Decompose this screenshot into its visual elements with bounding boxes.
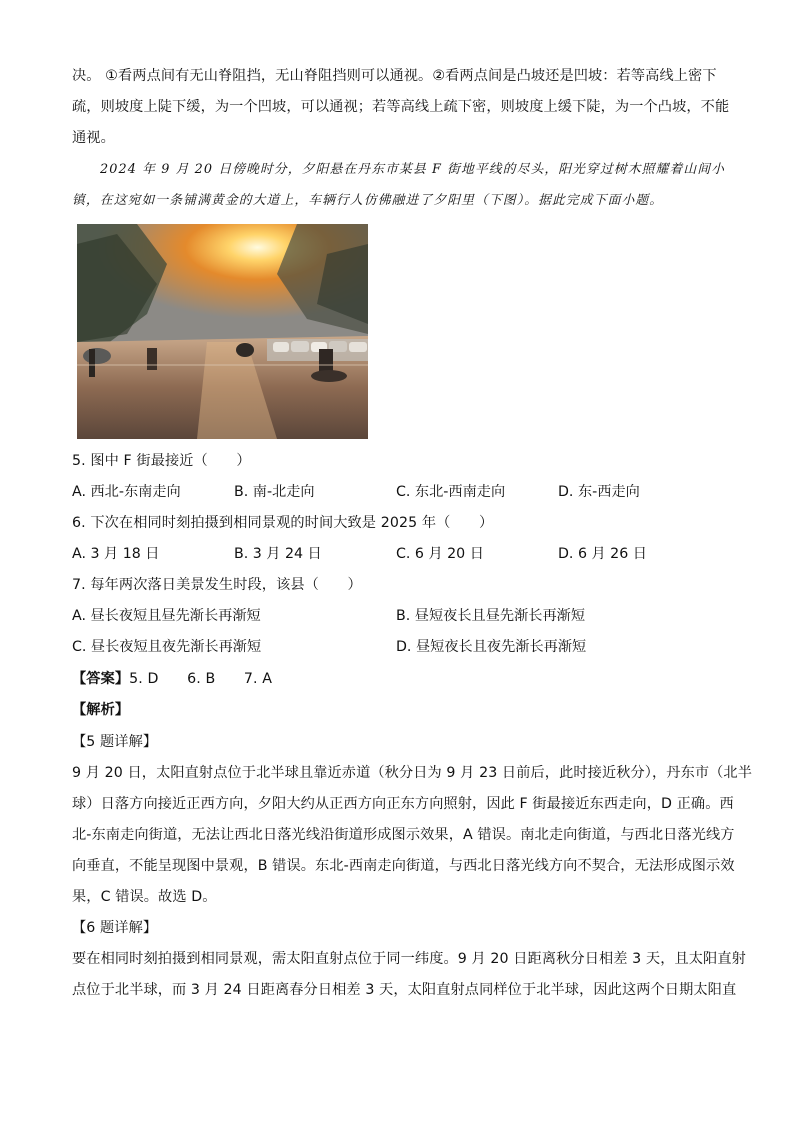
q7-option-d: D. 昼短夜长且夜先渐长再渐短 [396,639,587,655]
detail-6-text: 要在相同时刻拍摄到相同景观，需太阳直射点位于同一纬度。9 月 20 日距离秋分日相差 3 天，且太阳直射 [72,951,746,967]
detail-5-text: 向垂直，不能呈现图中景观，B 错误。东北-西南走向街道，与西北日落光线方向不契合，无法形成图示效 [72,858,735,874]
detail-6-text: 点位于北半球，而 3 月 24 日距离春分日相差 3 天，太阳直射点同样位于北半球，因此这两个日期太阳直 [72,982,737,998]
passage-intro: 2024 年 9 月 20 日傍晚时分，夕阳悬在丹东市某县 F 街地平线的尽头，阳光穿过树木照耀着山间小 [100,162,726,177]
answer-label: 【答案】 [72,671,130,687]
detail-5-heading: 【5 题详解】 [72,734,158,750]
q6-option-b: B. 3 月 24 日 [234,546,322,562]
question-6-stem: 6. 下次在相同时刻拍摄到相同景观的时间大致是 2025 年（ ） [72,515,494,531]
answer-values: 5. D 6. B 7. A [129,671,273,687]
text-line: 通视。 [72,130,115,146]
question-5-stem: 5. 图中 F 街最接近（ ） [72,453,251,469]
q7-option-c: C. 昼长夜短且夜先渐长再渐短 [72,639,262,655]
passage-intro: 镇，在这宛如一条铺满黄金的大道上，车辆行人仿佛融进了夕阳里（下图）。据此完成下面小题。 [72,193,664,208]
sunset-street-photo [77,224,368,439]
analysis-label: 【解析】 [72,702,130,718]
detail-5-text: 9 月 20 日，太阳直射点位于北半球且靠近赤道（秋分日为 9 月 23 日前后，此时接近秋分），丹东市（北半 [72,765,753,781]
q6-option-a: A. 3 月 18 日 [72,546,160,562]
q6-option-c: C. 6 月 20 日 [396,546,484,562]
text-line: 决。 ①看两点间有无山脊阻挡，无山脊阻挡则可以通视。②看两点间是凸坡还是凹坡：若等高线上密下 [72,68,717,84]
detail-5-text: 果，C 错误。故选 D。 [72,889,217,905]
answer-line [72,669,272,689]
detail-5-text: 北-东南走向街道，无法让西北日落光线沿街道形成图示效果，A 错误。南北走向街道，与西北日落光线方 [72,827,735,843]
q5-option-a: A. 西北-东南走向 [72,484,181,500]
detail-6-heading: 【6 题详解】 [72,920,158,936]
q5-option-c: C. 东北-西南走向 [396,484,506,500]
q7-option-b: B. 昼短夜长且昼先渐长再渐短 [396,608,586,624]
q5-option-d: D. 东-西走向 [558,484,640,500]
question-7-stem: 7. 每年两次落日美景发生时段，该县（ ） [72,577,362,593]
q6-option-d: D. 6 月 26 日 [558,546,647,562]
q7-option-a: A. 昼长夜短且昼先渐长再渐短 [72,608,261,624]
detail-5-text: 球）日落方向接近正西方向，夕阳大约从正西方向正东方向照射，因此 F 街最接近东西走向，D 正确。西 [72,796,734,812]
text-line: 疏，则坡度上陡下缓，为一个凹坡，可以通视；若等高线上疏下密，则坡度上缓下陡，为一个凸坡，不能 [72,99,730,115]
q5-option-b: B. 南-北走向 [234,484,315,500]
